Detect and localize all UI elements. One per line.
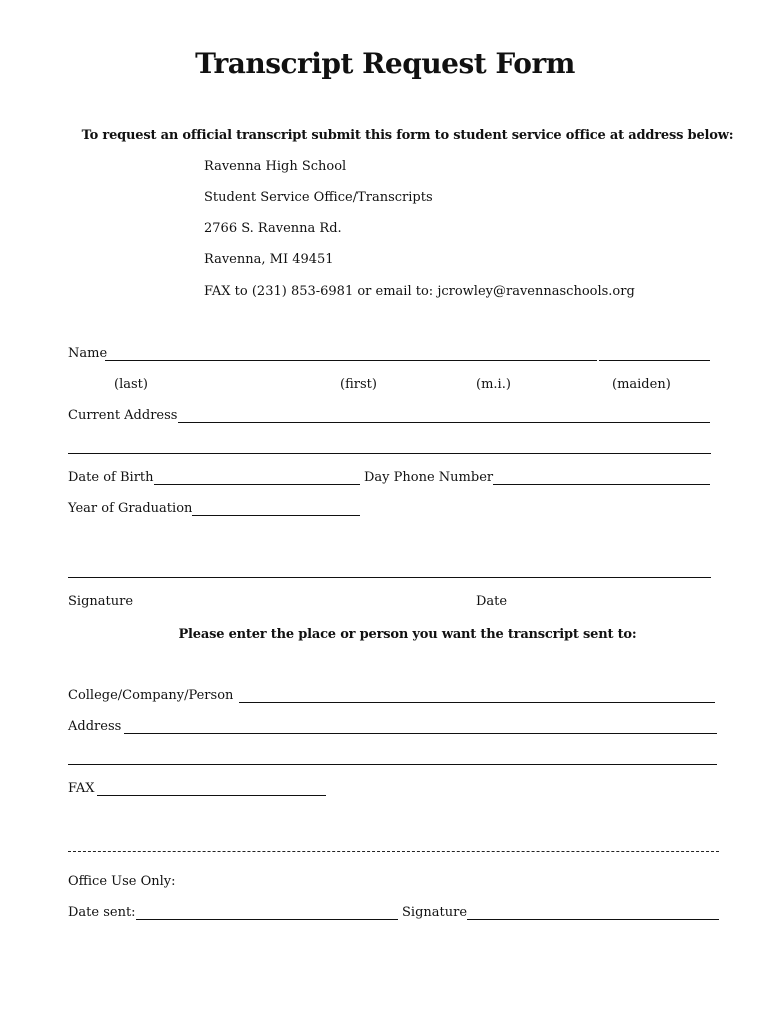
name-label: Name [68,346,108,361]
intro-text: To request an official transcript submit this form to student service office at address below: [81,128,734,143]
city-state-zip: Ravenna, MI 49451 [204,252,334,267]
current-address-label: Current Address [68,408,178,423]
office-use-heading: Office Use Only: [68,874,176,889]
office-signature-field[interactable] [467,919,719,920]
middle-initial-caption: (m.i.) [476,377,511,392]
recipient-address-field[interactable] [124,733,717,734]
first-name-caption: (first) [340,377,377,392]
day-phone-label: Day Phone Number [364,470,494,485]
recipient-address-label: Address [68,719,122,734]
street-address: 2766 S. Ravenna Rd. [204,221,342,236]
date-sent-label: Date sent: [68,905,136,920]
office-name: Student Service Office/Transcripts [204,190,433,205]
page-title: Transcript Request Form [195,47,575,80]
recipient-fax-label: FAX [68,781,95,796]
date-sent-field[interactable] [136,919,398,920]
contact-line: FAX to (231) 853-6981 or email to: jcrowley@ravennaschools.org [204,284,635,299]
signature-label: Signature [68,594,134,609]
name-field[interactable] [105,360,597,361]
grad-year-field[interactable] [192,515,360,516]
current-address-field-line-2[interactable] [68,453,711,454]
dob-label: Date of Birth [68,470,154,485]
dob-field[interactable] [154,484,360,485]
cut-line-divider [68,851,719,852]
recipient-instruction: Please enter the place or person you want the transcript sent to: [178,627,637,642]
recipient-name-label: College/Company/Person [68,688,234,703]
maiden-name-caption: (maiden) [612,377,671,392]
last-name-caption: (last) [114,377,148,392]
current-address-field[interactable] [178,422,710,423]
office-signature-label: Signature [402,905,468,920]
recipient-address-field-line-2[interactable] [68,764,717,765]
recipient-name-field[interactable] [239,702,715,703]
signature-date-field[interactable] [68,577,711,578]
school-name: Ravenna High School [204,159,347,174]
recipient-fax-field[interactable] [97,795,326,796]
maiden-name-field[interactable] [599,360,710,361]
date-label: Date [476,594,508,609]
grad-year-label: Year of Graduation [68,501,193,516]
day-phone-field[interactable] [493,484,710,485]
